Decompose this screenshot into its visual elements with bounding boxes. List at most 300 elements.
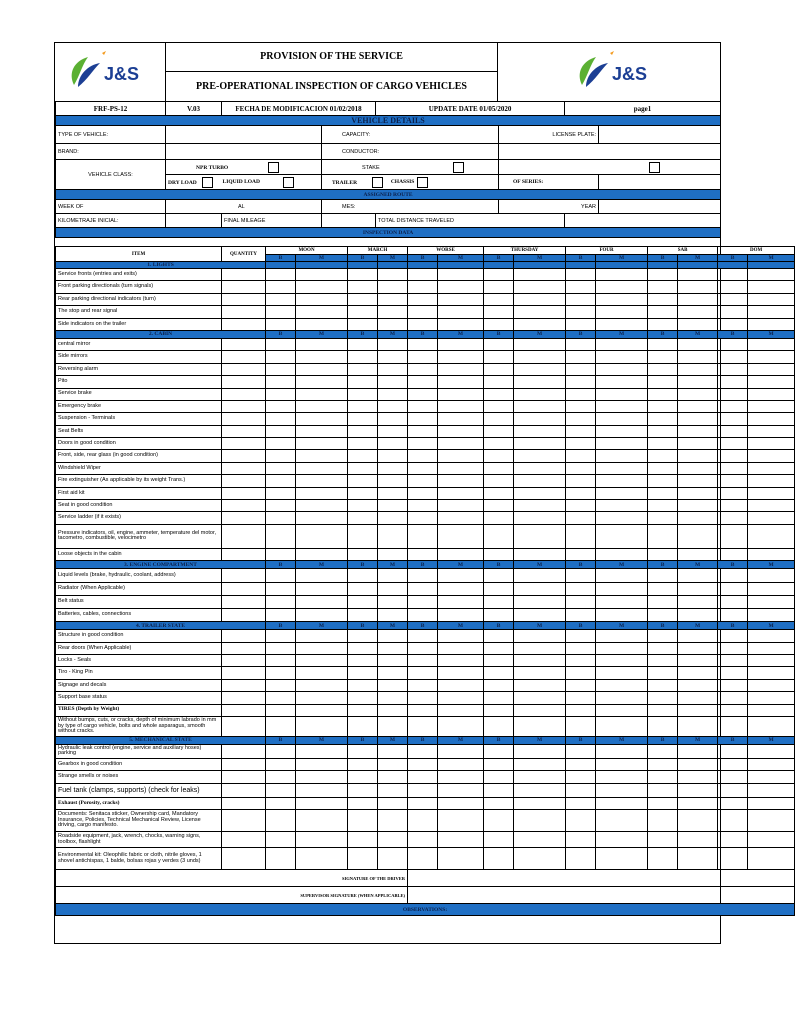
check-cell-b[interactable]: [348, 744, 378, 758]
check-cell-b[interactable]: [348, 318, 378, 330]
check-cell-m[interactable]: [748, 609, 795, 622]
check-cell-b[interactable]: [348, 679, 378, 691]
check-cell-b[interactable]: [408, 630, 438, 642]
check-cell-b[interactable]: [484, 475, 514, 487]
quantity-cell[interactable]: [222, 338, 266, 350]
check-cell-m[interactable]: [748, 281, 795, 293]
check-cell-m[interactable]: [514, 704, 566, 716]
check-cell-b[interactable]: [348, 692, 378, 704]
check-cell-m[interactable]: [596, 642, 648, 654]
check-cell-b[interactable]: [266, 376, 296, 388]
check-cell-m[interactable]: [596, 771, 648, 783]
check-cell-b[interactable]: [566, 376, 596, 388]
check-cell-b[interactable]: [408, 500, 438, 512]
check-cell-b[interactable]: [348, 293, 378, 305]
check-cell-b[interactable]: [484, 363, 514, 375]
check-cell-m[interactable]: [748, 475, 795, 487]
check-cell-b[interactable]: [408, 654, 438, 666]
check-cell-b[interactable]: [266, 425, 296, 437]
check-cell-m[interactable]: [596, 797, 648, 809]
check-cell-b[interactable]: [718, 475, 748, 487]
check-cell-b[interactable]: [566, 832, 596, 848]
check-cell-b[interactable]: [718, 462, 748, 474]
check-cell-b[interactable]: [484, 583, 514, 596]
check-cell-m[interactable]: [438, 771, 484, 783]
check-cell-b[interactable]: [266, 810, 296, 832]
check-cell-m[interactable]: [596, 376, 648, 388]
check-cell-b[interactable]: [648, 704, 678, 716]
check-cell-m[interactable]: [748, 642, 795, 654]
check-cell-m[interactable]: [748, 692, 795, 704]
check-cell-m[interactable]: [596, 425, 648, 437]
check-cell-m[interactable]: [296, 281, 348, 293]
quantity-cell[interactable]: [222, 596, 266, 609]
check-cell-b[interactable]: [718, 583, 748, 596]
conductor-field[interactable]: [499, 144, 721, 160]
check-cell-b[interactable]: [484, 609, 514, 622]
check-cell-b[interactable]: [348, 810, 378, 832]
check-cell-m[interactable]: [678, 269, 718, 281]
check-cell-b[interactable]: [348, 269, 378, 281]
check-cell-b[interactable]: [266, 338, 296, 350]
check-cell-m[interactable]: [378, 642, 408, 654]
check-cell-b[interactable]: [266, 487, 296, 499]
quantity-cell[interactable]: [222, 569, 266, 583]
check-cell-m[interactable]: [596, 832, 648, 848]
check-cell-m[interactable]: [596, 744, 648, 758]
check-cell-b[interactable]: [566, 692, 596, 704]
check-cell-m[interactable]: [296, 744, 348, 758]
check-cell-b[interactable]: [266, 679, 296, 691]
quantity-cell[interactable]: [222, 716, 266, 736]
check-cell-b[interactable]: [566, 704, 596, 716]
check-cell-m[interactable]: [678, 351, 718, 363]
check-cell-m[interactable]: [438, 744, 484, 758]
check-cell-b[interactable]: [484, 376, 514, 388]
check-cell-b[interactable]: [348, 630, 378, 642]
check-cell-b[interactable]: [566, 462, 596, 474]
quantity-cell[interactable]: [222, 425, 266, 437]
check-cell-b[interactable]: [648, 524, 678, 548]
check-cell-b[interactable]: [484, 318, 514, 330]
check-cell-m[interactable]: [296, 810, 348, 832]
check-cell-m[interactable]: [378, 363, 408, 375]
check-cell-m[interactable]: [438, 475, 484, 487]
check-cell-b[interactable]: [484, 548, 514, 560]
check-cell-m[interactable]: [596, 281, 648, 293]
quantity-cell[interactable]: [222, 500, 266, 512]
check-cell-m[interactable]: [514, 438, 566, 450]
check-cell-m[interactable]: [748, 744, 795, 758]
check-cell-m[interactable]: [514, 425, 566, 437]
check-cell-b[interactable]: [648, 376, 678, 388]
check-cell-m[interactable]: [678, 758, 718, 770]
check-cell-b[interactable]: [266, 630, 296, 642]
check-cell-b[interactable]: [484, 338, 514, 350]
check-cell-b[interactable]: [266, 281, 296, 293]
check-cell-m[interactable]: [678, 281, 718, 293]
check-cell-m[interactable]: [748, 667, 795, 679]
check-cell-b[interactable]: [718, 642, 748, 654]
check-cell-m[interactable]: [678, 716, 718, 736]
check-cell-m[interactable]: [596, 596, 648, 609]
check-cell-m[interactable]: [378, 500, 408, 512]
check-cell-b[interactable]: [348, 583, 378, 596]
check-cell-b[interactable]: [348, 832, 378, 848]
check-cell-m[interactable]: [514, 783, 566, 797]
check-cell-b[interactable]: [266, 475, 296, 487]
check-cell-m[interactable]: [514, 388, 566, 400]
check-cell-m[interactable]: [748, 512, 795, 524]
check-cell-m[interactable]: [296, 512, 348, 524]
check-cell-b[interactable]: [484, 832, 514, 848]
check-cell-m[interactable]: [438, 783, 484, 797]
check-cell-b[interactable]: [484, 524, 514, 548]
check-cell-b[interactable]: [408, 583, 438, 596]
check-cell-b[interactable]: [718, 679, 748, 691]
check-cell-b[interactable]: [484, 306, 514, 318]
check-cell-m[interactable]: [378, 281, 408, 293]
check-cell-m[interactable]: [438, 716, 484, 736]
check-cell-m[interactable]: [296, 583, 348, 596]
check-cell-b[interactable]: [648, 400, 678, 412]
check-cell-b[interactable]: [566, 744, 596, 758]
check-cell-m[interactable]: [378, 413, 408, 425]
check-cell-m[interactable]: [438, 679, 484, 691]
check-cell-m[interactable]: [438, 596, 484, 609]
check-cell-b[interactable]: [266, 269, 296, 281]
check-cell-m[interactable]: [514, 569, 566, 583]
check-cell-m[interactable]: [514, 450, 566, 462]
check-cell-m[interactable]: [514, 376, 566, 388]
check-cell-m[interactable]: [678, 744, 718, 758]
check-cell-m[interactable]: [378, 269, 408, 281]
check-cell-m[interactable]: [378, 692, 408, 704]
check-cell-b[interactable]: [566, 425, 596, 437]
check-cell-b[interactable]: [718, 487, 748, 499]
check-cell-b[interactable]: [408, 667, 438, 679]
check-cell-m[interactable]: [514, 583, 566, 596]
check-cell-m[interactable]: [678, 832, 718, 848]
check-cell-b[interactable]: [348, 797, 378, 809]
check-cell-m[interactable]: [596, 654, 648, 666]
check-cell-m[interactable]: [296, 351, 348, 363]
check-cell-m[interactable]: [438, 318, 484, 330]
check-cell-b[interactable]: [648, 548, 678, 560]
quantity-cell[interactable]: [222, 462, 266, 474]
check-cell-b[interactable]: [718, 512, 748, 524]
check-cell-m[interactable]: [748, 848, 795, 870]
check-cell-m[interactable]: [378, 848, 408, 870]
check-cell-m[interactable]: [678, 512, 718, 524]
quantity-cell[interactable]: [222, 363, 266, 375]
check-cell-b[interactable]: [566, 679, 596, 691]
check-cell-b[interactable]: [718, 548, 748, 560]
check-cell-b[interactable]: [266, 609, 296, 622]
check-cell-m[interactable]: [378, 425, 408, 437]
check-cell-b[interactable]: [266, 771, 296, 783]
check-cell-m[interactable]: [514, 524, 566, 548]
check-cell-b[interactable]: [648, 450, 678, 462]
check-cell-m[interactable]: [296, 400, 348, 412]
check-cell-b[interactable]: [648, 667, 678, 679]
check-cell-b[interactable]: [266, 596, 296, 609]
check-cell-m[interactable]: [438, 667, 484, 679]
check-cell-m[interactable]: [596, 716, 648, 736]
check-cell-m[interactable]: [748, 306, 795, 318]
check-cell-m[interactable]: [596, 704, 648, 716]
check-cell-m[interactable]: [748, 376, 795, 388]
check-cell-b[interactable]: [648, 281, 678, 293]
check-cell-m[interactable]: [748, 462, 795, 474]
check-cell-m[interactable]: [438, 306, 484, 318]
check-cell-m[interactable]: [678, 679, 718, 691]
check-cell-m[interactable]: [378, 667, 408, 679]
check-cell-m[interactable]: [514, 810, 566, 832]
check-cell-m[interactable]: [438, 462, 484, 474]
check-cell-b[interactable]: [348, 388, 378, 400]
check-cell-m[interactable]: [748, 569, 795, 583]
check-cell-b[interactable]: [648, 797, 678, 809]
check-cell-b[interactable]: [566, 475, 596, 487]
check-cell-b[interactable]: [718, 783, 748, 797]
check-cell-m[interactable]: [748, 400, 795, 412]
check-cell-b[interactable]: [718, 269, 748, 281]
check-cell-m[interactable]: [748, 783, 795, 797]
check-cell-m[interactable]: [678, 524, 718, 548]
check-cell-b[interactable]: [648, 487, 678, 499]
check-cell-b[interactable]: [348, 609, 378, 622]
check-cell-m[interactable]: [748, 596, 795, 609]
check-cell-b[interactable]: [484, 771, 514, 783]
check-cell-b[interactable]: [484, 596, 514, 609]
check-cell-b[interactable]: [348, 306, 378, 318]
check-cell-b[interactable]: [648, 438, 678, 450]
check-cell-m[interactable]: [748, 293, 795, 305]
check-cell-m[interactable]: [678, 596, 718, 609]
check-cell-m[interactable]: [296, 642, 348, 654]
check-cell-b[interactable]: [566, 306, 596, 318]
check-cell-m[interactable]: [438, 524, 484, 548]
check-cell-b[interactable]: [566, 487, 596, 499]
check-cell-m[interactable]: [748, 500, 795, 512]
check-cell-b[interactable]: [648, 596, 678, 609]
check-cell-b[interactable]: [408, 438, 438, 450]
quantity-cell[interactable]: [222, 609, 266, 622]
check-cell-b[interactable]: [718, 797, 748, 809]
check-cell-b[interactable]: [408, 679, 438, 691]
check-cell-b[interactable]: [566, 512, 596, 524]
check-cell-m[interactable]: [748, 487, 795, 499]
check-cell-m[interactable]: [596, 810, 648, 832]
year-field[interactable]: [599, 200, 721, 214]
check-cell-m[interactable]: [596, 512, 648, 524]
other-class-checkbox[interactable]: [649, 162, 660, 173]
check-cell-b[interactable]: [648, 351, 678, 363]
check-cell-b[interactable]: [718, 306, 748, 318]
check-cell-m[interactable]: [678, 848, 718, 870]
trailer-checkbox[interactable]: [372, 177, 383, 188]
quantity-cell[interactable]: [222, 388, 266, 400]
check-cell-m[interactable]: [296, 450, 348, 462]
check-cell-m[interactable]: [378, 338, 408, 350]
check-cell-b[interactable]: [408, 810, 438, 832]
check-cell-b[interactable]: [484, 797, 514, 809]
check-cell-m[interactable]: [514, 654, 566, 666]
check-cell-m[interactable]: [514, 692, 566, 704]
check-cell-m[interactable]: [596, 438, 648, 450]
check-cell-b[interactable]: [718, 388, 748, 400]
check-cell-b[interactable]: [348, 704, 378, 716]
check-cell-m[interactable]: [438, 642, 484, 654]
driver-signature-field[interactable]: [408, 870, 795, 887]
check-cell-b[interactable]: [408, 338, 438, 350]
check-cell-b[interactable]: [648, 783, 678, 797]
check-cell-b[interactable]: [718, 413, 748, 425]
check-cell-m[interactable]: [596, 475, 648, 487]
check-cell-b[interactable]: [266, 642, 296, 654]
check-cell-b[interactable]: [484, 758, 514, 770]
check-cell-b[interactable]: [648, 810, 678, 832]
check-cell-m[interactable]: [438, 704, 484, 716]
check-cell-b[interactable]: [566, 783, 596, 797]
check-cell-m[interactable]: [378, 832, 408, 848]
check-cell-b[interactable]: [484, 400, 514, 412]
check-cell-m[interactable]: [678, 667, 718, 679]
check-cell-b[interactable]: [348, 548, 378, 560]
check-cell-m[interactable]: [596, 351, 648, 363]
check-cell-b[interactable]: [484, 667, 514, 679]
check-cell-m[interactable]: [296, 797, 348, 809]
check-cell-b[interactable]: [566, 450, 596, 462]
check-cell-m[interactable]: [596, 524, 648, 548]
check-cell-m[interactable]: [678, 692, 718, 704]
check-cell-b[interactable]: [484, 569, 514, 583]
check-cell-b[interactable]: [408, 771, 438, 783]
check-cell-b[interactable]: [408, 848, 438, 870]
check-cell-b[interactable]: [648, 679, 678, 691]
check-cell-m[interactable]: [748, 425, 795, 437]
check-cell-b[interactable]: [348, 487, 378, 499]
quantity-cell[interactable]: [222, 548, 266, 560]
check-cell-m[interactable]: [678, 306, 718, 318]
check-cell-b[interactable]: [648, 388, 678, 400]
check-cell-m[interactable]: [596, 318, 648, 330]
quantity-cell[interactable]: [222, 810, 266, 832]
npr-turbo-checkbox[interactable]: [268, 162, 279, 173]
check-cell-b[interactable]: [484, 630, 514, 642]
check-cell-m[interactable]: [296, 692, 348, 704]
check-cell-b[interactable]: [266, 797, 296, 809]
check-cell-m[interactable]: [514, 771, 566, 783]
check-cell-b[interactable]: [566, 351, 596, 363]
check-cell-m[interactable]: [378, 376, 408, 388]
quantity-cell[interactable]: [222, 293, 266, 305]
check-cell-b[interactable]: [408, 548, 438, 560]
check-cell-b[interactable]: [566, 438, 596, 450]
check-cell-b[interactable]: [648, 609, 678, 622]
quantity-cell[interactable]: [222, 376, 266, 388]
check-cell-b[interactable]: [718, 524, 748, 548]
check-cell-m[interactable]: [596, 269, 648, 281]
check-cell-b[interactable]: [484, 692, 514, 704]
check-cell-m[interactable]: [296, 269, 348, 281]
brand-field[interactable]: [166, 144, 322, 160]
check-cell-m[interactable]: [514, 475, 566, 487]
check-cell-b[interactable]: [484, 744, 514, 758]
check-cell-m[interactable]: [378, 704, 408, 716]
check-cell-b[interactable]: [266, 400, 296, 412]
check-cell-b[interactable]: [348, 438, 378, 450]
check-cell-m[interactable]: [378, 679, 408, 691]
check-cell-m[interactable]: [438, 654, 484, 666]
check-cell-b[interactable]: [718, 654, 748, 666]
liquid-load-checkbox[interactable]: [283, 177, 294, 188]
check-cell-b[interactable]: [266, 524, 296, 548]
check-cell-m[interactable]: [678, 771, 718, 783]
quantity-cell[interactable]: [222, 413, 266, 425]
check-cell-m[interactable]: [378, 487, 408, 499]
check-cell-m[interactable]: [378, 293, 408, 305]
km-initial-field[interactable]: [166, 214, 222, 228]
check-cell-b[interactable]: [408, 797, 438, 809]
check-cell-b[interactable]: [566, 583, 596, 596]
check-cell-m[interactable]: [378, 475, 408, 487]
check-cell-m[interactable]: [296, 596, 348, 609]
check-cell-m[interactable]: [596, 783, 648, 797]
check-cell-m[interactable]: [748, 318, 795, 330]
check-cell-b[interactable]: [484, 351, 514, 363]
quantity-cell[interactable]: [222, 475, 266, 487]
check-cell-m[interactable]: [438, 583, 484, 596]
check-cell-m[interactable]: [596, 692, 648, 704]
check-cell-b[interactable]: [408, 744, 438, 758]
check-cell-m[interactable]: [678, 810, 718, 832]
check-cell-b[interactable]: [648, 642, 678, 654]
check-cell-m[interactable]: [296, 848, 348, 870]
check-cell-m[interactable]: [438, 388, 484, 400]
check-cell-b[interactable]: [484, 281, 514, 293]
check-cell-m[interactable]: [678, 548, 718, 560]
check-cell-m[interactable]: [678, 642, 718, 654]
check-cell-b[interactable]: [566, 810, 596, 832]
check-cell-b[interactable]: [408, 450, 438, 462]
check-cell-b[interactable]: [648, 848, 678, 870]
check-cell-b[interactable]: [408, 376, 438, 388]
check-cell-m[interactable]: [296, 293, 348, 305]
quantity-cell[interactable]: [222, 487, 266, 499]
check-cell-b[interactable]: [484, 450, 514, 462]
check-cell-b[interactable]: [408, 512, 438, 524]
check-cell-m[interactable]: [678, 500, 718, 512]
check-cell-m[interactable]: [596, 609, 648, 622]
check-cell-m[interactable]: [514, 500, 566, 512]
check-cell-m[interactable]: [748, 450, 795, 462]
check-cell-m[interactable]: [678, 425, 718, 437]
check-cell-b[interactable]: [718, 450, 748, 462]
check-cell-m[interactable]: [378, 797, 408, 809]
check-cell-b[interactable]: [648, 716, 678, 736]
check-cell-b[interactable]: [266, 832, 296, 848]
check-cell-m[interactable]: [378, 548, 408, 560]
check-cell-m[interactable]: [748, 679, 795, 691]
check-cell-b[interactable]: [648, 630, 678, 642]
check-cell-b[interactable]: [348, 569, 378, 583]
check-cell-b[interactable]: [408, 306, 438, 318]
check-cell-b[interactable]: [566, 797, 596, 809]
check-cell-b[interactable]: [484, 783, 514, 797]
check-cell-m[interactable]: [678, 569, 718, 583]
